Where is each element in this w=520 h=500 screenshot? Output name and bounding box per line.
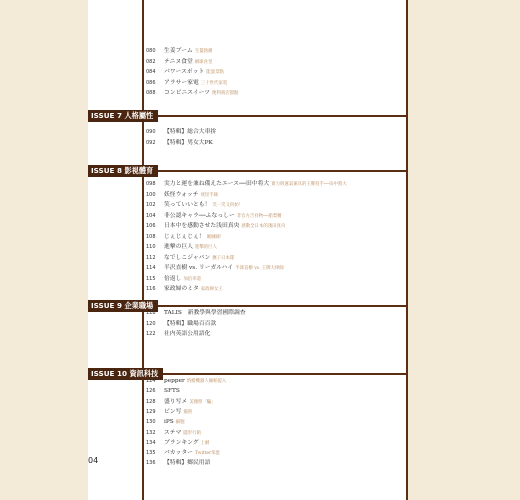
entry-title: pepper: [164, 378, 185, 384]
entry-title: 進撃の巨人: [164, 244, 193, 250]
entry-subtitle: 賊賊賊！: [206, 234, 225, 240]
entry-page-number: 129: [146, 408, 156, 415]
toc-entry: [146, 88, 238, 98]
entry-subtitle: 獨照: [183, 409, 193, 415]
entry-title: TALIS 新教學與學習國際調查: [164, 310, 246, 316]
entry-page-number: 090: [146, 129, 156, 135]
entry-subtitle: 家政婦女王: [200, 287, 223, 292]
entry-title: 非公認キャラ──ふなっしー: [164, 212, 235, 219]
issue-heading: ISSUE 9 企業職場: [88, 300, 158, 312]
entry-page-number: 132: [146, 429, 156, 436]
left-margin-band: [0, 0, 88, 500]
entry-subtitle: 網球食堂: [194, 59, 213, 65]
toc-entry: [146, 46, 212, 56]
entry-subtitle: 便利商店甜點: [212, 91, 239, 96]
entry-subtitle: 妖怪手錶: [200, 192, 219, 198]
entry-page-number: 112: [146, 254, 156, 261]
toc-entry: [146, 458, 210, 468]
toc-entry: [146, 253, 234, 263]
toc-entry: [146, 78, 227, 88]
entry-subtitle: 加倍奉還: [183, 276, 201, 282]
entry-page-number: 108: [146, 233, 156, 240]
entry-title: じぇじぇじぇ！: [164, 233, 205, 240]
entry-subtitle: 感動全日本的淺田真央: [241, 224, 286, 229]
right-margin-band: [408, 0, 520, 500]
entry-page-number: 134: [146, 439, 156, 446]
entry-page-number: 118: [146, 310, 156, 316]
entry-subtitle: 生薑熱潮: [194, 49, 213, 54]
entry-page-number: 130: [146, 419, 156, 426]
entry-title: 家政婦のミタ: [164, 286, 199, 292]
entry-title: 【特輯】総合大車拚: [164, 129, 217, 135]
entry-title: 実力と運を兼ね備えたエース──田中将大: [164, 181, 270, 187]
entry-page-number: 086: [146, 79, 156, 86]
toc-entry: [146, 329, 210, 339]
toc-entry: [146, 190, 218, 200]
toc-entry: [146, 232, 224, 242]
entry-title: テニヌ食堂: [164, 58, 193, 65]
entry-title: 社内英語公用語化: [164, 331, 211, 338]
toc-entry: [146, 386, 180, 396]
entry-subtitle: 非官方吉祥物──船梨精: [236, 213, 282, 219]
issue-heading: ISSUE 10 資訊科技: [88, 368, 163, 380]
toc-entry: [146, 263, 284, 273]
toc-entry: [146, 448, 220, 458]
entry-title: 【特輯】男女大PK: [164, 139, 213, 146]
entry-title: 日本中を感動させた浅田真央: [164, 223, 240, 229]
entry-page-number: 114: [146, 265, 156, 271]
toc-entry: [146, 407, 192, 417]
left-rule: [142, 0, 144, 500]
issue-heading: ISSUE 7 人格屬性: [88, 110, 158, 122]
entry-page-number: 128: [146, 398, 156, 405]
entry-page-number: 104: [146, 212, 156, 219]
entry-page-number: 116: [146, 286, 156, 292]
entry-title: 妖怪ウォッチ: [164, 191, 199, 198]
entry-subtitle: 情緒機器人佩帕提入: [186, 379, 227, 384]
toc-entry: [146, 308, 246, 318]
entry-page-number: 115: [146, 275, 156, 282]
toc-entry: [146, 284, 223, 294]
entry-page-number: 122: [146, 331, 156, 338]
entry-page-number: 120: [146, 320, 156, 327]
entry-page-number: 110: [146, 244, 156, 250]
entry-title: アラサー家電: [164, 79, 199, 86]
toc-entry: [146, 428, 201, 438]
entry-title: SFTS: [164, 388, 180, 395]
toc-entry: [146, 417, 185, 427]
entry-page-number: 098: [146, 181, 156, 187]
toc-entry: [146, 127, 216, 137]
entry-page-number: 106: [146, 223, 156, 229]
entry-page-number: 082: [146, 58, 156, 65]
toc-entry: [146, 438, 209, 448]
entry-page-number: 080: [146, 48, 156, 54]
entry-subtitle: 細胞: [175, 420, 185, 426]
toc-entry: [146, 67, 224, 77]
entry-subtitle: 上網: [200, 440, 210, 446]
entry-subtitle: 實力與運氣兼具的王牌投手──田中將大: [271, 182, 347, 187]
entry-title: コンビニスイーツ: [164, 90, 211, 96]
toc-entry: [146, 200, 243, 210]
entry-page-number: 102: [146, 202, 156, 208]
entry-page-number: 124: [146, 378, 156, 384]
issue-heading: ISSUE 8 影視體育: [88, 165, 158, 177]
toc-entry: [146, 221, 285, 231]
entry-title: ステマ: [164, 429, 182, 436]
entry-page-number: 092: [146, 139, 156, 146]
entry-title: バカッター: [164, 450, 193, 457]
toc-entry: [146, 274, 201, 284]
toc-entry: [146, 138, 213, 148]
toc-entry: [146, 57, 212, 67]
entry-title: 【特輯】鄉民用語: [164, 460, 211, 467]
toc-entry: [146, 211, 282, 221]
toc-entry: [146, 242, 217, 252]
entry-subtitle: 半澤直樹 vs. 王牌大律師: [235, 266, 284, 271]
entry-subtitle: 隱形行銷: [183, 430, 201, 436]
entry-page-number: 100: [146, 191, 156, 198]
toc-entry: [146, 376, 226, 386]
entry-title: なでしこジャパン: [164, 254, 211, 261]
entry-subtitle: 笑一笑又何妨！: [212, 203, 244, 208]
page-number: 04: [88, 456, 99, 465]
entry-title: ブランキング: [164, 439, 199, 446]
entry-title: 倍返し: [164, 275, 182, 282]
entry-title: 半沢直樹 vs. リーガルハイ: [164, 265, 234, 271]
entry-title: パワースポット: [164, 69, 205, 75]
entry-title: 盛り写メ: [164, 398, 188, 405]
entry-title: 【特輯】職場百百款: [164, 320, 217, 327]
entry-title: iPS: [164, 419, 174, 426]
entry-page-number: 084: [146, 69, 156, 75]
entry-subtitle: 三十世代家電: [200, 80, 228, 86]
entry-page-number: 126: [146, 388, 156, 395]
entry-subtitle: Twitter笨蛋: [194, 451, 220, 457]
entry-subtitle: 撫子日本隊: [212, 255, 235, 261]
entry-page-number: 088: [146, 90, 156, 96]
toc-entry: [146, 397, 216, 407]
entry-subtitle: 進擊的巨人: [195, 245, 217, 250]
entry-subtitle: 美顏照「騙」: [189, 399, 216, 405]
right-rule: [406, 0, 408, 500]
toc-entry: [146, 319, 216, 329]
toc-entry: [146, 179, 347, 189]
entry-title: 生姜ブーム: [164, 48, 193, 54]
entry-page-number: 136: [146, 460, 156, 467]
entry-subtitle: 能量景點: [206, 70, 224, 75]
entry-page-number: 135: [146, 450, 156, 457]
entry-title: ビン写: [164, 408, 182, 415]
entry-title: 笑っていいとも！: [164, 202, 211, 208]
